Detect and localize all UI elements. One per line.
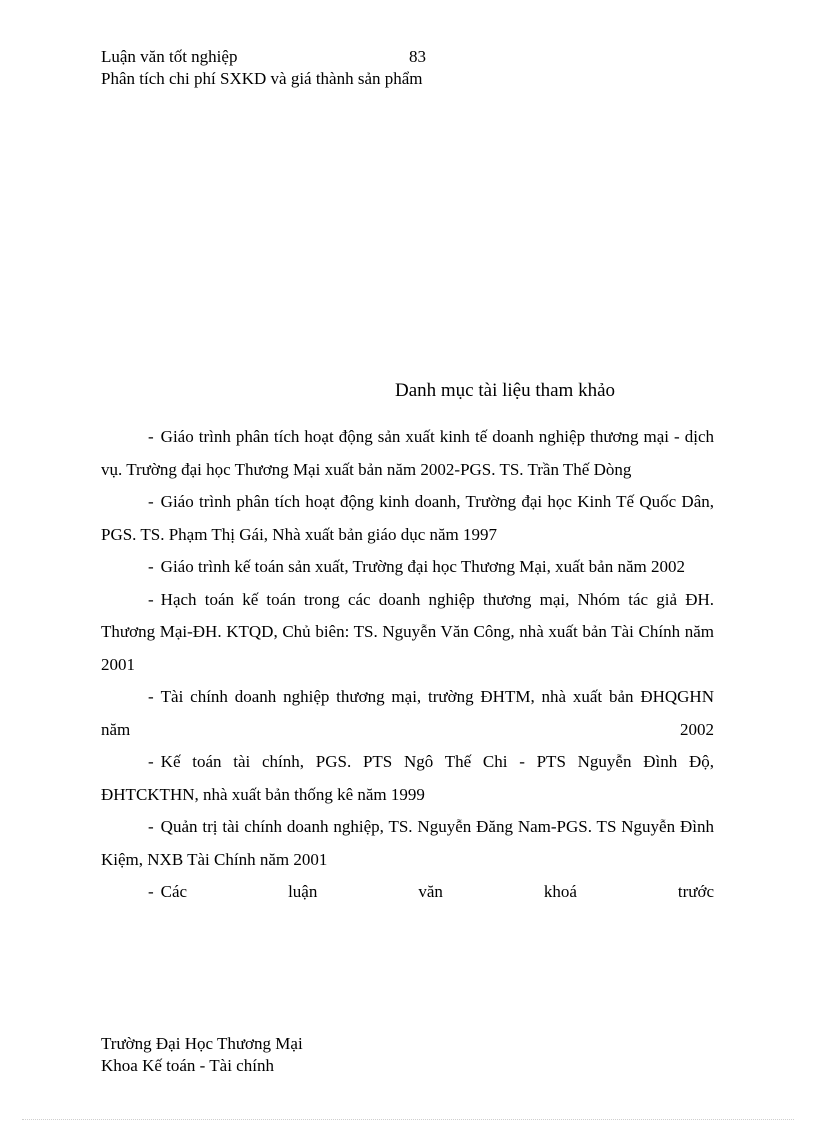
reference-item <box>101 876 714 909</box>
header-top-line <box>101 46 441 68</box>
reference-item <box>101 551 714 584</box>
reference-text: Giáo trình phân tích hoạt động sản xuất kinh tế doanh nghiệp thương mại - dịch vụ. Trường đại học Thương Mại xuất bản năm 2002-PGS. TS. Trần Thế Dòng <box>101 427 714 479</box>
list-bullet-dash: - <box>148 557 154 576</box>
list-bullet-dash: - <box>148 687 154 706</box>
page-bottom-divider <box>22 1119 794 1120</box>
reference-text: Các luận văn khoá trước <box>160 882 714 901</box>
page-header <box>101 46 441 90</box>
thesis-label: Luận văn tốt nghiệp <box>101 47 238 66</box>
list-bullet-dash: - <box>148 817 154 836</box>
reference-item <box>101 681 714 746</box>
footer-faculty: Khoa Kế toán - Tài chính <box>101 1056 274 1075</box>
reference-text: Quản trị tài chính doanh nghiệp, TS. Nguyễn Đăng Nam-PGS. TS Nguyễn Đình Kiệm, NXB Tài Chính năm 2001 <box>101 817 714 869</box>
reference-text: Giáo trình kế toán sản xuất, Trường đại học Thương Mại, xuất bản năm 2002 <box>160 557 685 576</box>
list-bullet-dash: - <box>148 752 154 771</box>
reference-text: Kế toán tài chính, PGS. PTS Ngô Thế Chi - PTS Nguyễn Đình Độ, ĐHTCKTHN, nhà xuất bản thống kê năm 1999 <box>101 752 714 804</box>
reference-text: Hạch toán kế toán trong các doanh nghiệp thương mại, Nhóm tác giả ĐH. Thương Mại-ĐH. KTQD, Chủ biên: TS. Nguyễn Văn Công, nhà xuất bản Tài Chính năm 2001 <box>101 589 714 674</box>
reference-item <box>101 811 714 876</box>
page-title: Danh mục tài liệu tham khảo <box>394 380 616 401</box>
page-footer <box>101 1033 303 1077</box>
reference-item <box>101 486 714 551</box>
page-number: 83 <box>409 47 426 66</box>
reference-text: Giáo trình phân tích hoạt động kinh doanh, Trường đại học Kinh Tế Quốc Dân, PGS. TS. Phạm Thị Gái, Nhà xuất bản giáo dục năm 1997 <box>101 492 714 544</box>
list-bullet-dash: - <box>148 882 154 901</box>
list-bullet-dash: - <box>148 492 154 511</box>
footer-university: Trường Đại Học Thương Mại <box>101 1034 303 1053</box>
list-bullet-dash: - <box>148 427 154 446</box>
header-subtitle: Phân tích chi phí SXKD và giá thành sản phẩm <box>101 69 423 88</box>
reference-item <box>101 746 714 811</box>
reference-list <box>101 421 714 909</box>
reference-text: Tài chính doanh nghiệp thương mại, trường ĐHTM, nhà xuất bản ĐHQGHN năm 2002 <box>101 687 714 739</box>
list-bullet-dash: - <box>148 589 154 609</box>
reference-item <box>101 584 714 682</box>
reference-item <box>101 421 714 486</box>
